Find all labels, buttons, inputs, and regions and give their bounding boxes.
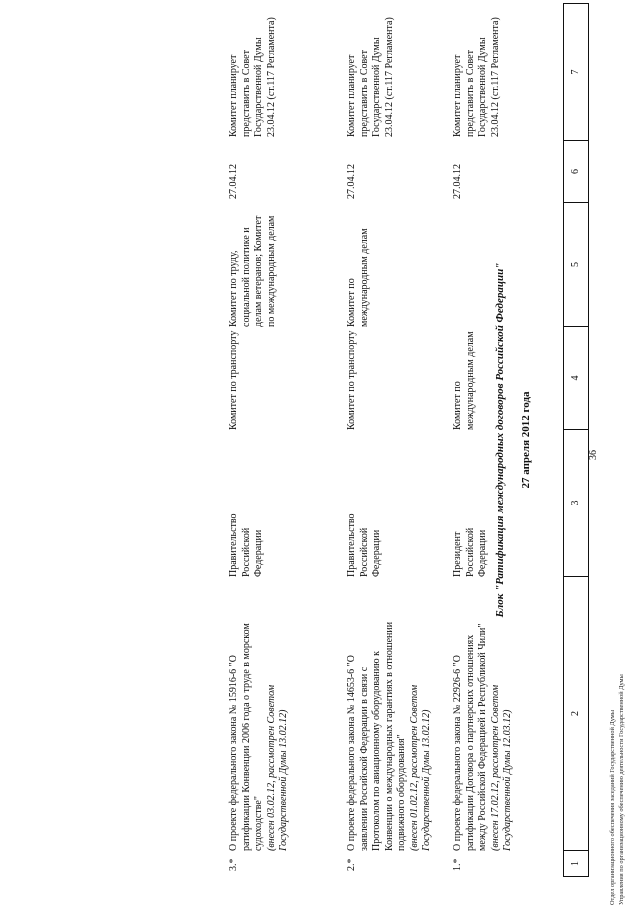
column-header-6: 6 bbox=[564, 141, 588, 203]
responsible-committee: Комитет по международным делам bbox=[452, 331, 476, 430]
footer-line: Управления по организационному обеспечению деятельности Государственной Думы bbox=[618, 674, 625, 905]
initiator: Правительство Российской Федерации bbox=[228, 513, 264, 577]
responsible-committee: Комитет по транспорту bbox=[228, 330, 239, 430]
column-header-1: 1 bbox=[564, 851, 588, 877]
date-heading: 27 апреля 2012 года bbox=[520, 391, 532, 489]
page-number: 36 bbox=[588, 450, 599, 460]
review-date: 27.04.12 bbox=[346, 164, 357, 199]
bill-title: О проекте федерального закона № 15916-6 "О ратификации Конвенции 2006 года о труде в морском судоходстве" bbox=[228, 623, 264, 851]
committee-plan: Комитет планирует представить в Совет Государственной Думы 23.04.12 (ст.117 Регламента) bbox=[346, 17, 395, 137]
bill-description bbox=[228, 613, 291, 851]
bill-title: О проекте федерального закона № 22926-6 "О ратификации Договора о партнерских отношениях между Российской Федерацией и Республикой Чили" bbox=[452, 623, 488, 851]
column-header-5: 5 bbox=[564, 203, 588, 327]
initiator: Правительство Российской Федерации bbox=[346, 513, 382, 577]
bill-note: (внесен 17.02.12, рассмотрен Советом Государственной Думы 12.03.12) bbox=[489, 684, 513, 851]
column-header-row bbox=[563, 3, 589, 877]
column-header-7: 7 bbox=[564, 3, 588, 141]
review-date: 27.04.12 bbox=[452, 164, 463, 199]
bill-description bbox=[452, 613, 515, 851]
co-committee: Комитет по международным делам bbox=[346, 228, 370, 327]
row-number: 3.* bbox=[228, 858, 239, 871]
bill-description bbox=[346, 613, 434, 851]
bill-title: О проекте федерального закона № 14653-6 "О заявлении Российской Федерации в связи с Протоколом по авиационному оборудованию к Конвенции о международных гарантиях в отношении подвижного оборудования" bbox=[346, 621, 407, 851]
responsible-committee: Комитет по транспорту bbox=[346, 330, 357, 430]
committee-plan: Комитет планирует представить в Совет Государственной Думы 23.04.12 (ст.117 Регламента) bbox=[228, 17, 277, 137]
block-heading: Блок "Ратификация международных договоров Российской Федерации" bbox=[494, 262, 506, 618]
column-header-4: 4 bbox=[564, 327, 588, 430]
row-number: 1.* bbox=[452, 858, 463, 871]
bill-note: (внесен 01.02.12, рассмотрен Советом Государственной Думы 13.02.12) bbox=[408, 684, 432, 851]
review-date: 27.04.12 bbox=[228, 164, 239, 199]
initiator: Президент Российской Федерации bbox=[452, 527, 488, 577]
committee-plan: Комитет планирует представить в Совет Государственной Думы 23.04.12 (ст.117 Регламента) bbox=[452, 17, 501, 137]
co-committee: Комитет по труду, социальной политике и делам ветеранов; Комитет по международным делам bbox=[228, 215, 277, 327]
column-header-2: 2 bbox=[564, 577, 588, 851]
footer bbox=[608, 485, 626, 905]
column-header-3: 3 bbox=[564, 430, 588, 577]
bill-note: (внесен 03.02.12, рассмотрен Советом Государственной Думы 13.02.12) bbox=[265, 684, 289, 851]
row-number: 2.* bbox=[346, 858, 357, 871]
footer-line: Отдел организационного обеспечения заседаний Государственной Думы bbox=[609, 710, 616, 905]
agenda-table bbox=[0, 3, 588, 877]
